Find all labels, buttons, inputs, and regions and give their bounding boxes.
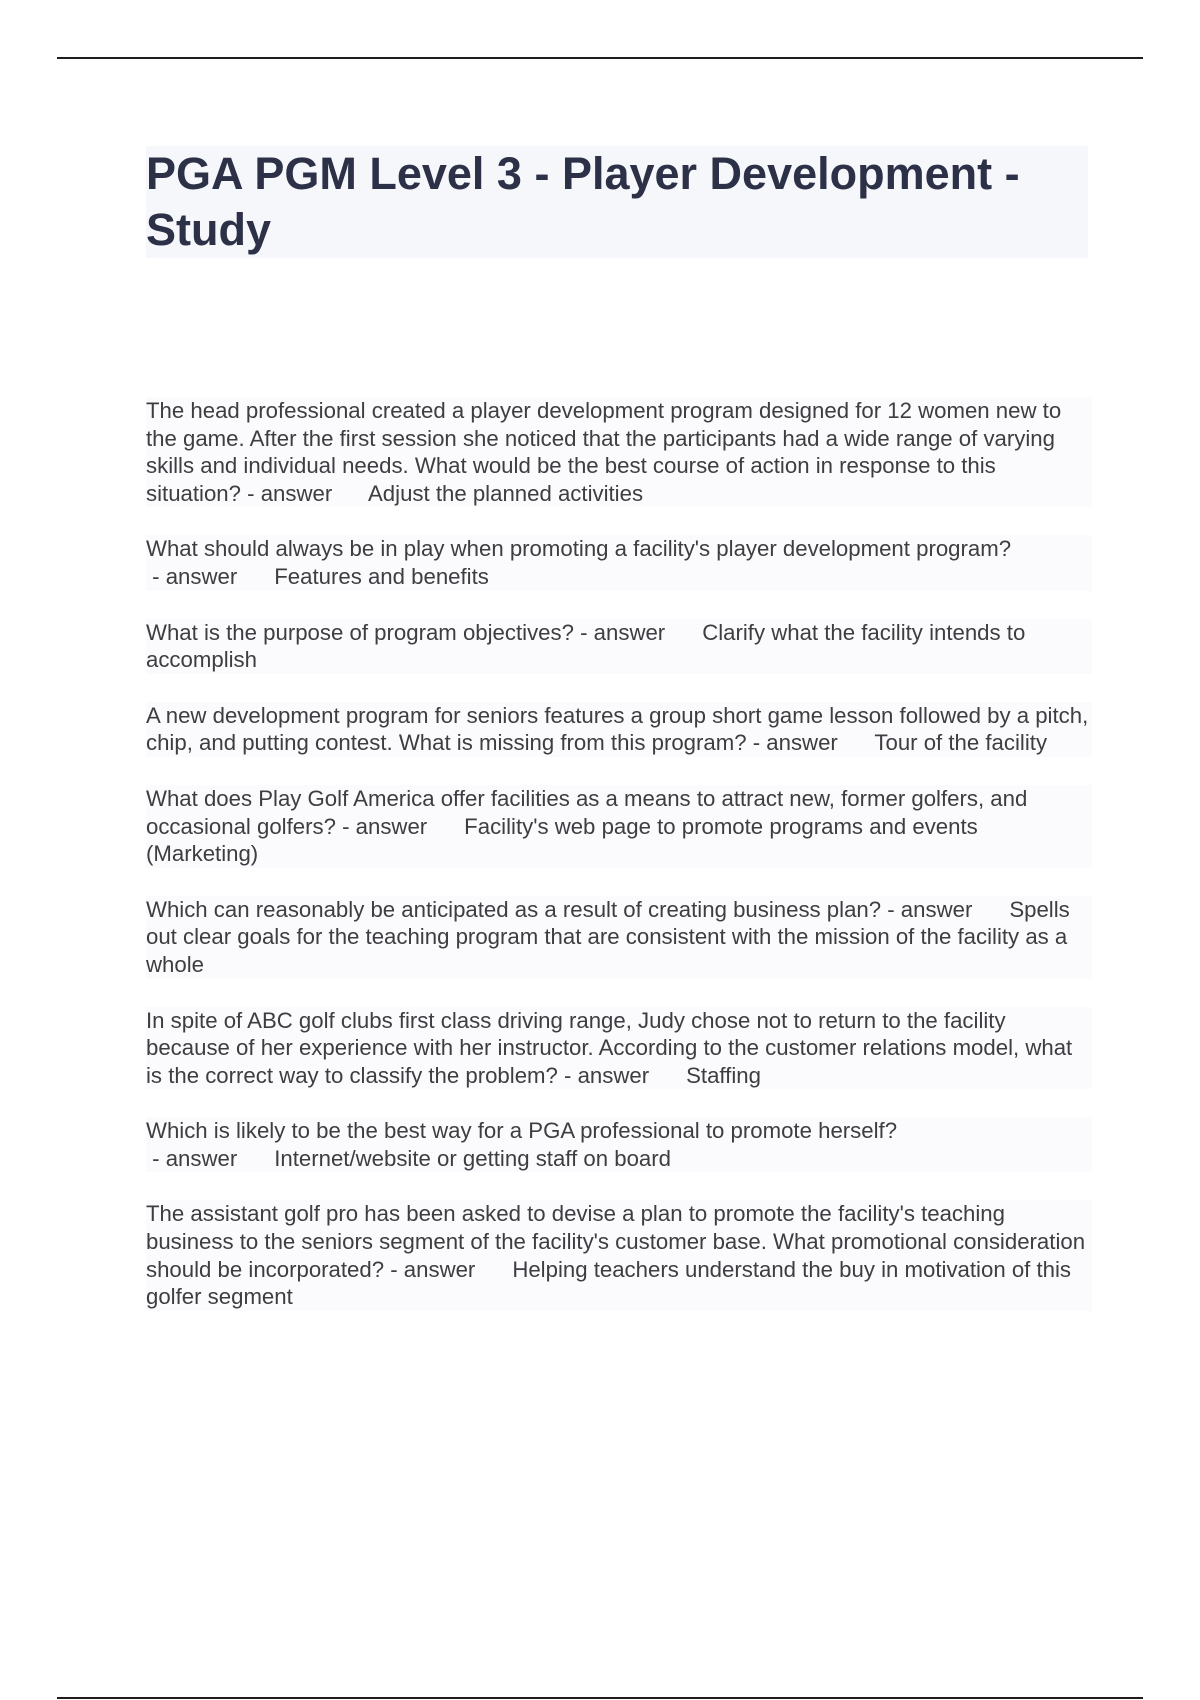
answer-text: Facility's web page to promote programs and events (Marketing) <box>146 813 978 867</box>
answer-text: Features and benefits <box>274 563 489 589</box>
answer-separator: - answer <box>573 619 703 645</box>
answer-separator: - answer <box>335 813 465 839</box>
qa-list <box>146 397 1092 1339</box>
answer-separator: - answer <box>881 896 1010 922</box>
answer-text: Clarify what the facility intends to accomplish <box>146 619 1026 673</box>
question-text: What should always be in play when promoting a facility's player development program? <box>146 536 1012 562</box>
answer-text: Helping teachers understand the buy in motivation of this golfer segment <box>146 1256 1072 1310</box>
qa-item <box>146 896 1092 979</box>
qa-item <box>146 535 1092 590</box>
answer-separator: - answer <box>146 563 275 589</box>
question-text: A new development program for seniors features a group short game lesson followed by a pitch, chip, and putting contest. What is missing from this program? <box>146 702 1089 756</box>
question-text: The head professional created a player development program designed for 12 women new to the game. After the first session she noticed that the participants had a wide range of varying skills and individual needs. What would be the best course of action in response to this situation? <box>146 398 1062 506</box>
qa-item <box>146 1200 1092 1310</box>
answer-text: Spells out clear goals for the teaching program that are consistent with the mission of the facility as a whole <box>146 896 1070 977</box>
answer-separator: - answer <box>240 480 368 506</box>
question-text: What does Play Golf America offer facilities as a means to attract new, former golfers, and occasional golfers? <box>146 785 1028 839</box>
answer-text: Adjust the planned activities <box>368 480 644 506</box>
qa-item <box>146 702 1092 757</box>
title-block <box>146 146 1088 258</box>
qa-item <box>146 619 1092 674</box>
answer-separator: - answer <box>146 1145 275 1171</box>
top-divider <box>57 57 1143 59</box>
bottom-divider <box>57 1697 1143 1699</box>
qa-item <box>146 1117 1092 1172</box>
page-title: PGA PGM Level 3 - Player Development - Study <box>146 148 1020 255</box>
question-text: What is the purpose of program objectives? <box>146 619 574 645</box>
qa-item <box>146 785 1092 868</box>
question-text: Which can reasonably be anticipated as a result of creating business plan? <box>146 896 882 922</box>
answer-separator: - answer <box>746 730 875 756</box>
answer-text: Internet/website or getting staff on board <box>274 1145 671 1171</box>
answer-separator: - answer <box>384 1256 513 1282</box>
qa-item <box>146 1007 1092 1090</box>
answer-text: Staffing <box>686 1062 761 1088</box>
question-text: In spite of ABC golf clubs first class driving range, Judy chose not to return to the facility because of her experience with her instructor. According to the customer relations model, what is the correct way to classify the problem? <box>146 1007 1073 1088</box>
question-text: Which is likely to be the best way for a PGA professional to promote herself? <box>146 1118 898 1144</box>
question-text: The assistant golf pro has been asked to devise a plan to promote the facility's teaching business to the seniors segment of the facility's customer base. What promotional consideration should be incorporated? <box>146 1201 1086 1282</box>
qa-item <box>146 397 1092 507</box>
answer-text: Tour of the facility <box>874 730 1048 756</box>
answer-separator: - answer <box>557 1062 687 1088</box>
